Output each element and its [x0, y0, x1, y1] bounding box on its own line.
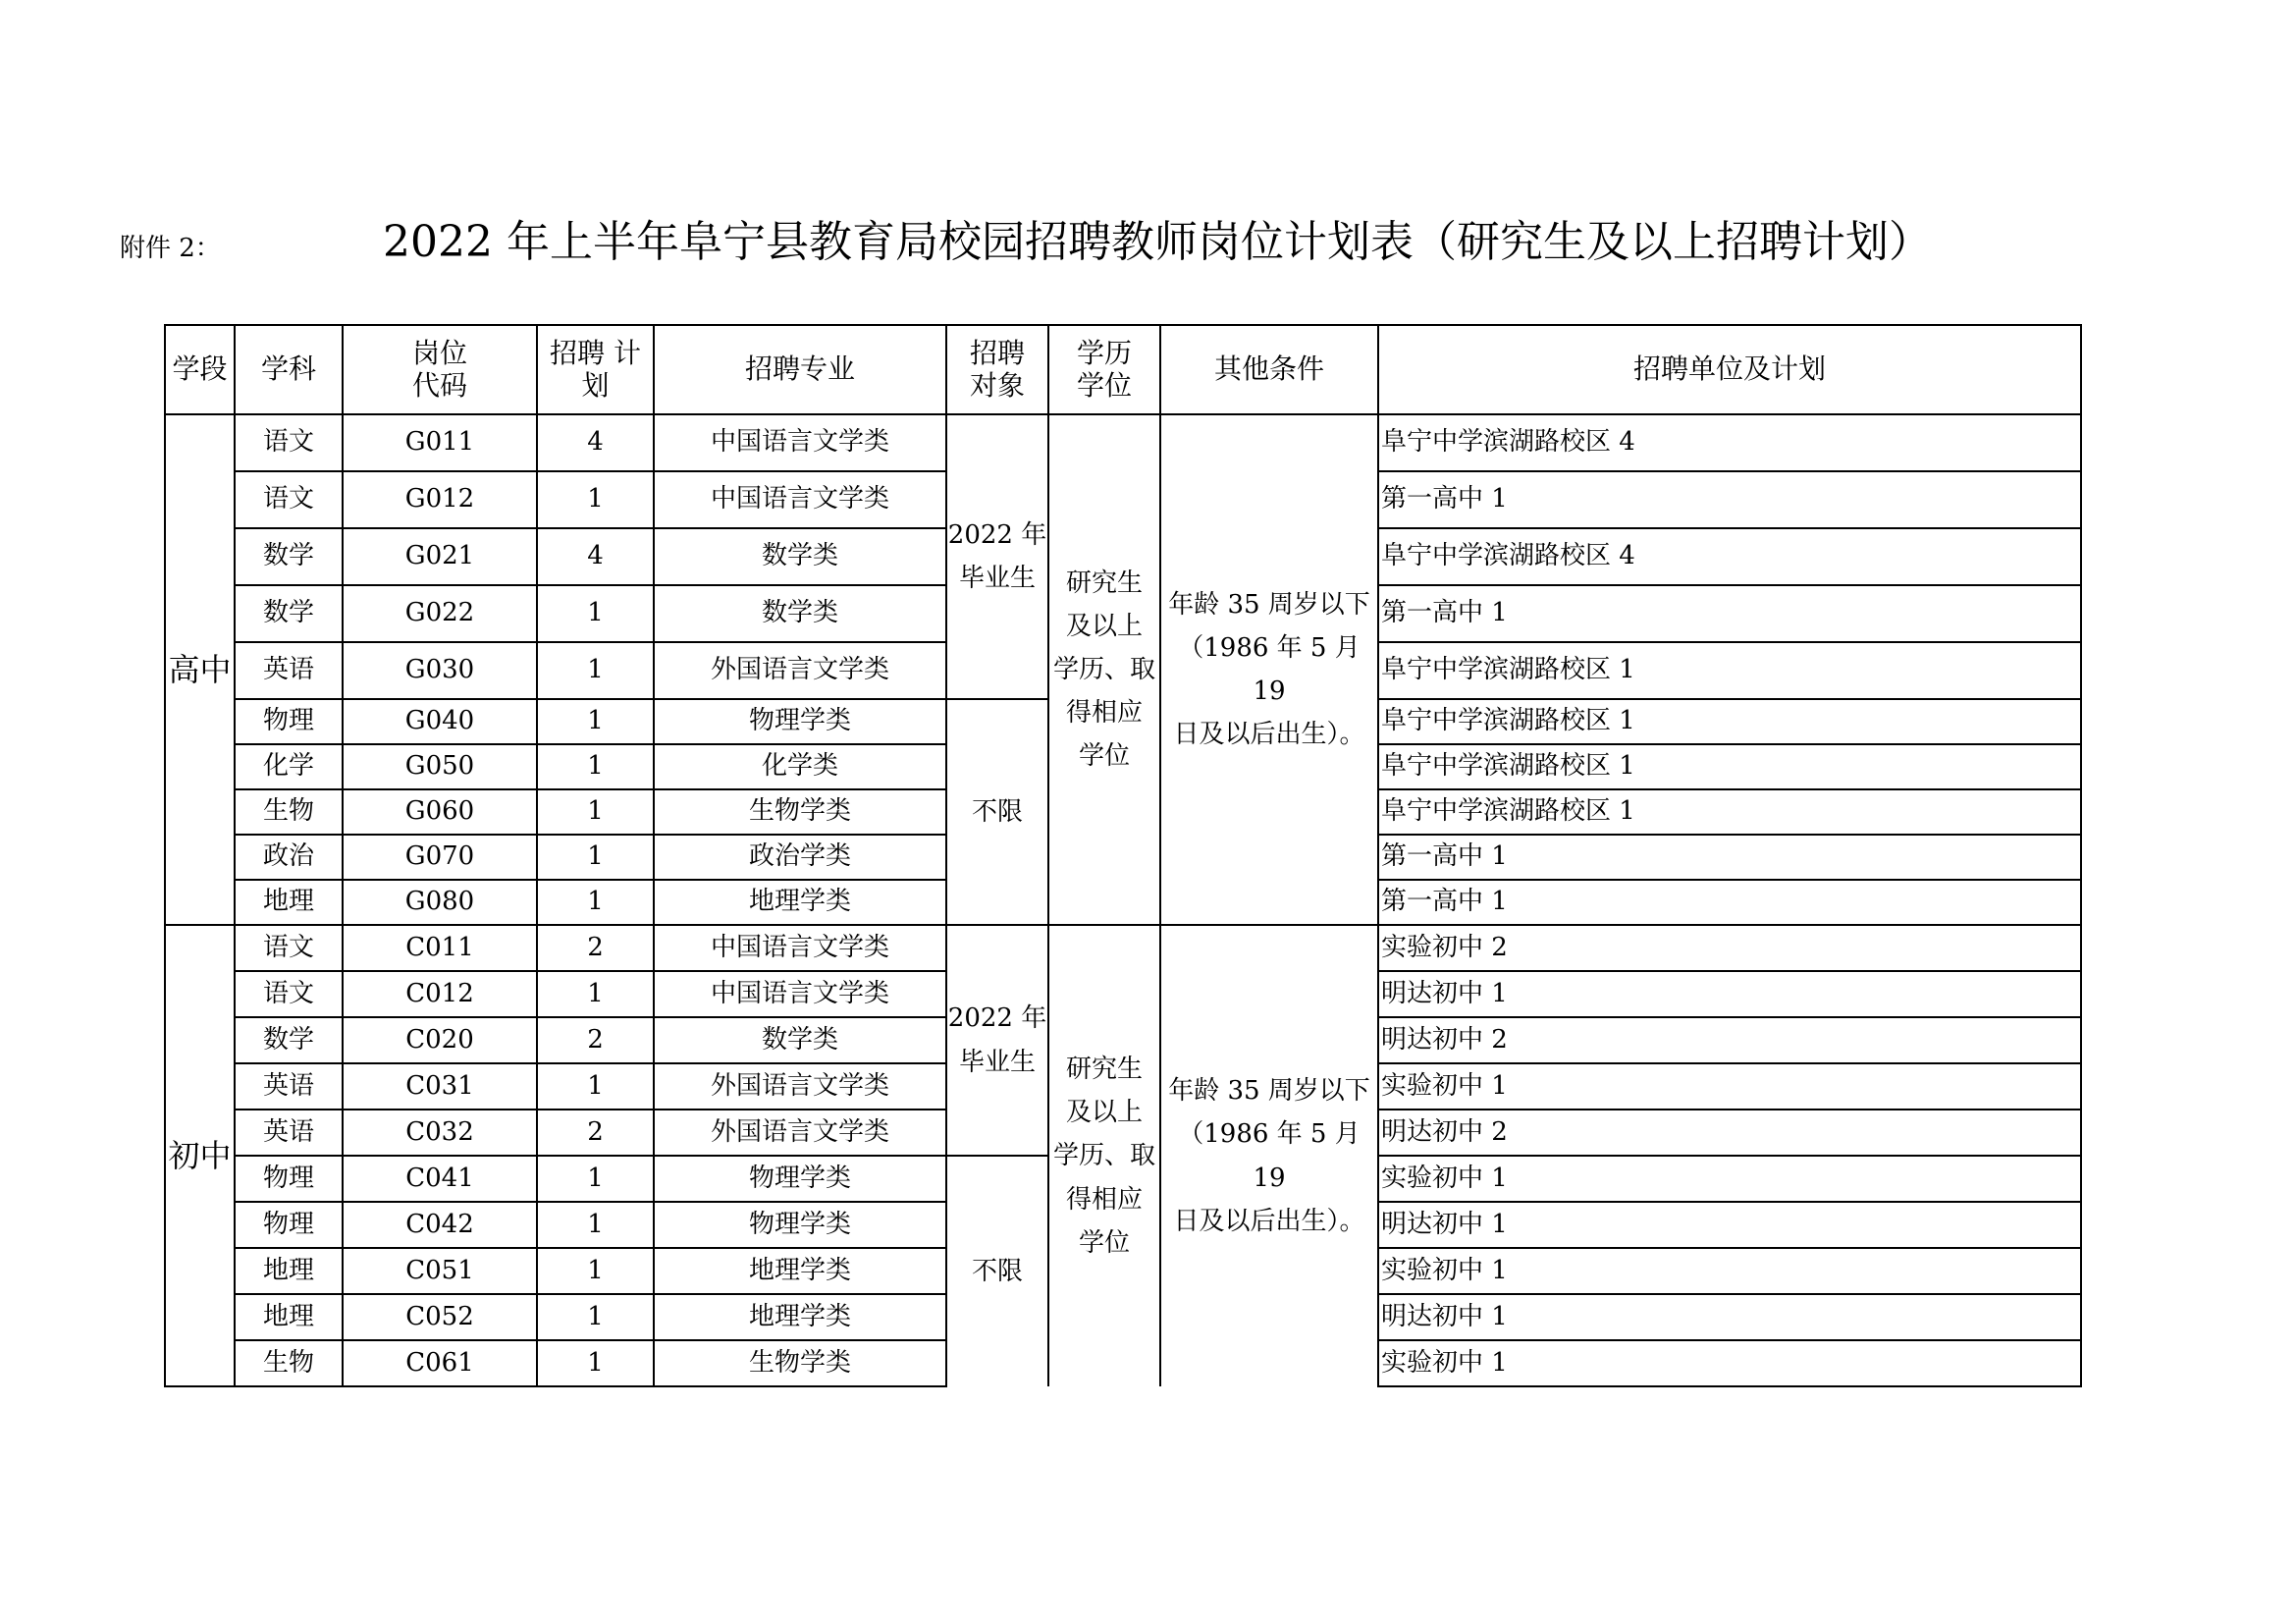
cell-unit: 阜宁中学滨湖路校区 1 — [1378, 642, 2081, 699]
cell-unit: 明达初中 2 — [1378, 1017, 2081, 1063]
header-segment: 学段 — [165, 325, 235, 414]
cell-subject: 政治 — [235, 835, 343, 880]
cell-unit: 阜宁中学滨湖路校区 1 — [1378, 789, 2081, 835]
cell-subject: 物理 — [235, 1202, 343, 1248]
cell-subject: 英语 — [235, 1110, 343, 1156]
cell-count: 1 — [537, 971, 654, 1017]
cell-major: 数学类 — [654, 528, 946, 585]
cell-count: 4 — [537, 414, 654, 471]
other-line2: （1986 年 5 月 19 — [1178, 1119, 1361, 1193]
middle-degree — [1048, 925, 1160, 1386]
cell-code: C051 — [343, 1248, 537, 1294]
target-line2: 毕业生 — [958, 1047, 1036, 1077]
cell-code: G060 — [343, 789, 537, 835]
cell-subject: 语文 — [235, 925, 343, 971]
target-line1: 2022 年 — [947, 519, 1047, 550]
degree-line5: 学位 — [1078, 1227, 1130, 1258]
cell-subject: 语文 — [235, 971, 343, 1017]
cell-unit: 阜宁中学滨湖路校区 4 — [1378, 528, 2081, 585]
cell-unit: 阜宁中学滨湖路校区 4 — [1378, 414, 2081, 471]
header-row — [165, 325, 2081, 414]
cell-subject: 英语 — [235, 642, 343, 699]
degree-line3: 学历、取 — [1052, 1141, 1155, 1171]
cell-code: G012 — [343, 471, 537, 528]
cell-major: 地理学类 — [654, 1248, 946, 1294]
cell-subject: 生物 — [235, 1340, 343, 1386]
degree-line4: 得相应 — [1065, 1184, 1143, 1215]
high-other-conditions — [1160, 414, 1378, 925]
cell-unit: 阜宁中学滨湖路校区 1 — [1378, 699, 2081, 744]
cell-major: 物理学类 — [654, 699, 946, 744]
cell-subject: 语文 — [235, 471, 343, 528]
header-degree-line2: 学位 — [1076, 368, 1132, 402]
cell-unit: 实验初中 1 — [1378, 1248, 2081, 1294]
cell-unit: 第一高中 1 — [1378, 880, 2081, 925]
header-target-line1: 招聘 — [969, 337, 1025, 370]
cell-major: 外国语言文学类 — [654, 642, 946, 699]
cell-major: 地理学类 — [654, 880, 946, 925]
cell-count: 1 — [537, 880, 654, 925]
cell-subject: 数学 — [235, 1017, 343, 1063]
cell-count: 1 — [537, 471, 654, 528]
other-line2: （1986 年 5 月 19 — [1178, 632, 1361, 706]
cell-count: 1 — [537, 1156, 654, 1202]
middle-target-any: 不限 — [946, 1156, 1048, 1386]
cell-count: 1 — [537, 642, 654, 699]
cell-major: 生物学类 — [654, 789, 946, 835]
header-target — [946, 325, 1048, 414]
cell-code: C052 — [343, 1294, 537, 1340]
cell-major: 数学类 — [654, 1017, 946, 1063]
cell-code: C041 — [343, 1156, 537, 1202]
cell-code: C042 — [343, 1202, 537, 1248]
cell-code: C031 — [343, 1063, 537, 1110]
cell-subject: 生物 — [235, 789, 343, 835]
other-line1: 年龄 35 周岁以下 — [1168, 1076, 1370, 1107]
header-subject: 学科 — [235, 325, 343, 414]
cell-unit: 实验初中 2 — [1378, 925, 2081, 971]
cell-code: G022 — [343, 585, 537, 642]
cell-code: G070 — [343, 835, 537, 880]
cell-count: 2 — [537, 925, 654, 971]
cell-major: 化学类 — [654, 744, 946, 789]
cell-major: 中国语言文学类 — [654, 471, 946, 528]
cell-major: 中国语言文学类 — [654, 414, 946, 471]
cell-code: C061 — [343, 1340, 537, 1386]
header-plan-line2: 划 — [581, 368, 610, 402]
cell-unit: 明达初中 1 — [1378, 971, 2081, 1017]
cell-subject: 物理 — [235, 1156, 343, 1202]
high-target-graduates — [946, 414, 1048, 699]
cell-code: G021 — [343, 528, 537, 585]
header-code — [343, 325, 537, 414]
cell-unit: 实验初中 1 — [1378, 1156, 2081, 1202]
recruitment-plan-table — [164, 324, 2082, 1387]
cell-unit: 明达初中 2 — [1378, 1110, 2081, 1156]
cell-count: 1 — [537, 585, 654, 642]
other-line3: 日及以后出生）。 — [1173, 720, 1365, 750]
cell-unit: 第一高中 1 — [1378, 835, 2081, 880]
cell-major: 物理学类 — [654, 1156, 946, 1202]
cell-subject: 语文 — [235, 414, 343, 471]
cell-count: 1 — [537, 744, 654, 789]
header-unit: 招聘单位及计划 — [1378, 325, 2081, 414]
attachment-label: 附件 2： — [120, 234, 221, 263]
degree-line1: 研究生 — [1065, 1055, 1143, 1085]
high-target-any: 不限 — [946, 699, 1048, 925]
cell-subject: 数学 — [235, 585, 343, 642]
cell-code: C011 — [343, 925, 537, 971]
cell-count: 2 — [537, 1110, 654, 1156]
cell-unit: 明达初中 1 — [1378, 1202, 2081, 1248]
degree-line4: 得相应 — [1065, 698, 1143, 729]
high-degree — [1048, 414, 1160, 925]
cell-code: C012 — [343, 971, 537, 1017]
cell-subject: 数学 — [235, 528, 343, 585]
target-line2: 毕业生 — [958, 564, 1036, 593]
cell-unit: 阜宁中学滨湖路校区 1 — [1378, 744, 2081, 789]
cell-code: G030 — [343, 642, 537, 699]
cell-count: 1 — [537, 1202, 654, 1248]
cell-code: G011 — [343, 414, 537, 471]
cell-major: 中国语言文学类 — [654, 971, 946, 1017]
cell-unit: 实验初中 1 — [1378, 1063, 2081, 1110]
cell-major: 中国语言文学类 — [654, 925, 946, 971]
cell-code: C020 — [343, 1017, 537, 1063]
page-title: 2022 年上半年阜宁县教育局校园招聘教师岗位计划表（研究生及以上招聘计划） — [383, 217, 1932, 267]
cell-code: C032 — [343, 1110, 537, 1156]
cell-major: 外国语言文学类 — [654, 1110, 946, 1156]
cell-count: 1 — [537, 789, 654, 835]
cell-code: G050 — [343, 744, 537, 789]
cell-major: 物理学类 — [654, 1202, 946, 1248]
cell-major: 政治学类 — [654, 835, 946, 880]
header-other: 其他条件 — [1160, 325, 1378, 414]
cell-code: G080 — [343, 880, 537, 925]
cell-subject: 地理 — [235, 1294, 343, 1340]
cell-count: 4 — [537, 528, 654, 585]
cell-count: 1 — [537, 1340, 654, 1386]
cell-subject: 化学 — [235, 744, 343, 789]
table-row — [165, 925, 2081, 971]
cell-major: 外国语言文学类 — [654, 1063, 946, 1110]
cell-major: 地理学类 — [654, 1294, 946, 1340]
cell-unit: 实验初中 1 — [1378, 1340, 2081, 1386]
cell-subject: 地理 — [235, 880, 343, 925]
table-row — [165, 414, 2081, 471]
header-degree — [1048, 325, 1160, 414]
cell-count: 1 — [537, 1294, 654, 1340]
header-code-line1: 岗位 — [411, 337, 467, 370]
degree-line3: 学历、取 — [1052, 654, 1155, 684]
other-line3: 日及以后出生）。 — [1173, 1206, 1365, 1236]
cell-major: 生物学类 — [654, 1340, 946, 1386]
middle-other-conditions — [1160, 925, 1378, 1386]
cell-subject: 英语 — [235, 1063, 343, 1110]
cell-count: 2 — [537, 1017, 654, 1063]
middle-target-graduates — [946, 925, 1048, 1156]
cell-count: 1 — [537, 835, 654, 880]
header-plan — [537, 325, 654, 414]
cell-unit: 明达初中 1 — [1378, 1294, 2081, 1340]
cell-major: 数学类 — [654, 585, 946, 642]
header-degree-line1: 学历 — [1076, 337, 1132, 370]
header-target-line2: 对象 — [969, 368, 1025, 402]
other-line1: 年龄 35 周岁以下 — [1168, 589, 1370, 620]
header-major: 招聘专业 — [654, 325, 946, 414]
cell-unit: 第一高中 1 — [1378, 471, 2081, 528]
segment-high: 高中 — [165, 414, 235, 925]
cell-code: G040 — [343, 699, 537, 744]
cell-count: 1 — [537, 1248, 654, 1294]
header-plan-line1: 招聘 计 — [550, 337, 641, 370]
cell-subject: 物理 — [235, 699, 343, 744]
header-code-line2: 代码 — [411, 368, 467, 402]
cell-count: 1 — [537, 1063, 654, 1110]
degree-line2: 及以上 — [1065, 611, 1143, 641]
degree-line5: 学位 — [1078, 741, 1130, 772]
cell-subject: 地理 — [235, 1248, 343, 1294]
degree-line2: 及以上 — [1065, 1098, 1143, 1128]
cell-unit: 第一高中 1 — [1378, 585, 2081, 642]
degree-line1: 研究生 — [1065, 568, 1143, 598]
segment-middle: 初中 — [165, 925, 235, 1386]
cell-count: 1 — [537, 699, 654, 744]
target-line1: 2022 年 — [947, 1003, 1047, 1034]
